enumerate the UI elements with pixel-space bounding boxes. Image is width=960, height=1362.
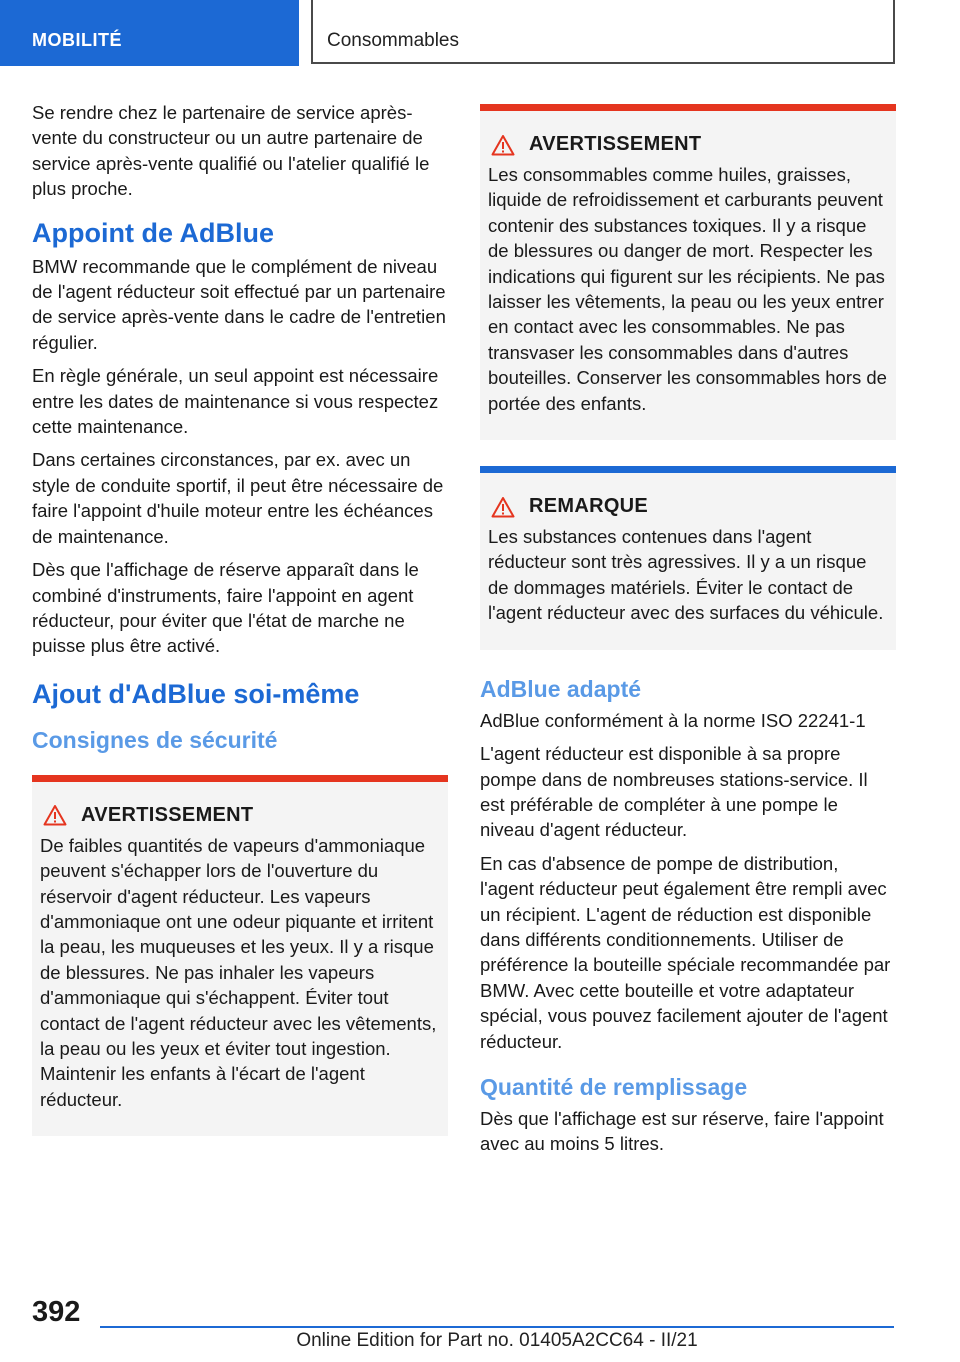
paragraph: AdBlue conformément à la norme ISO 22241-1 xyxy=(480,709,866,731)
warning-header xyxy=(488,133,888,156)
intro-paragraph: Se rendre chez le partenaire de service après-vente du constructeur ou un autre partenaire de service après-vente qualifié ou l'atelier qualifié le plus proche. xyxy=(32,102,430,200)
warning-text: Les consommables comme huiles, graisses, liquide de refroidissement et carburants peuvent contenir des substances toxiques. Il y a risque de blessures ou danger de mort. Respecter les indications qui figurent sur les récipients. Ne pas laisser les vêtements, la peau ou les yeux entrer en contact avec les consommables. Ne pas transvaser les consommables dans d'autres bouteilles. Conserver les consommables hors de portée des enfants. xyxy=(488,164,887,414)
paragraph: Dans certaines circonstances, par ex. avec un style de conduite sportif, il peut être nécessaire de faire l'appoint d'huile moteur entre les échéances de maintenance. xyxy=(32,449,444,547)
heading-quantite: Quantité de remplissage xyxy=(480,1073,748,1100)
notice-box xyxy=(480,466,896,650)
section-tab: MOBILITÉ xyxy=(0,0,299,66)
notice-title: REMARQUE xyxy=(529,495,649,518)
warning-box xyxy=(32,775,448,1136)
warning-title: AVERTISSEMENT xyxy=(81,803,254,826)
warning-title: AVERTISSEMENT xyxy=(529,133,702,155)
warning-box xyxy=(480,104,896,440)
paragraph: L'agent réducteur est disponible à sa propre pompe dans de nombreuses stations-service. Il est préférable de compléter à une pompe le niveau d'agent réducteur. xyxy=(480,743,868,841)
footer-divider xyxy=(100,1326,894,1328)
warning-triangle-icon xyxy=(491,134,515,156)
heading-ajout: Ajout d'AdBlue soi-même xyxy=(32,678,360,709)
footer-edition: Online Edition for Part no. 01405A2CC64 - II/21 xyxy=(296,1330,698,1351)
chapter-title: Consommables xyxy=(311,0,895,64)
page-number: 392 xyxy=(32,1296,81,1328)
paragraph: BMW recommande que le complément de niveau de l'agent réducteur soit effectué par un partenaire de service après-vente dans le cadre de l'entretien régulier. xyxy=(32,255,446,353)
paragraph: Dès que l'affichage est sur réserve, faire l'appoint avec au moins 5 litres. xyxy=(480,1107,884,1155)
paragraph: En cas d'absence de pompe de distribution, l'agent réducteur peut également être rempli avec un récipient. L'agent de réduction est disponible dans différents conditionnements. Utiliser de préférence la bouteille spéciale recommandée par BMW. Avec cette bouteille et votre adaptateur spécial, vous pouvez facilement ajouter de l'agent réducteur. xyxy=(480,852,891,1052)
heading-consignes: Consignes de sécurité xyxy=(32,726,278,753)
paragraph: Dès que l'affichage de réserve apparaît dans le combiné d'instruments, faire l'appoint en agent réducteur, pour éviter que l'état de marche ne puisse plus être activé. xyxy=(32,559,419,657)
warning-header xyxy=(40,804,440,827)
right-column xyxy=(480,104,896,1165)
warning-triangle-icon xyxy=(43,804,67,826)
notice-header xyxy=(488,495,888,518)
heading-adblue-adapte: AdBlue adapté xyxy=(480,675,642,702)
notice-text: Les substances contenues dans l'agent réducteur sont très agressives. Il y a un risque de dommages matériels. Éviter le contact de l'agent réducteur avec des surfaces du véhicule. xyxy=(488,526,884,624)
heading-appoint: Appoint de AdBlue xyxy=(32,217,274,248)
warning-triangle-icon xyxy=(491,496,515,518)
warning-text: De faibles quantités de vapeurs d'ammoniaque peuvent s'échapper lors de l'ouverture du réservoir d'agent réducteur. Les vapeurs d'ammoniaque ont une odeur piquante et irritent la peau, les muqueuses et les yeux. Il y a risque de blessures. Ne pas inhaler les vapeurs d'ammoniaque qui s'échappent. Éviter tout contact de l'agent réducteur avec les vêtements, la peau ou les yeux et éviter tout ingestion. Maintenir les enfants à l'écart de l'agent réducteur. xyxy=(40,834,437,1110)
left-column xyxy=(32,100,448,1148)
page-header xyxy=(0,0,960,66)
paragraph: En règle générale, un seul appoint est nécessaire entre les dates de maintenance si vous respectez cette maintenance. xyxy=(32,365,439,438)
